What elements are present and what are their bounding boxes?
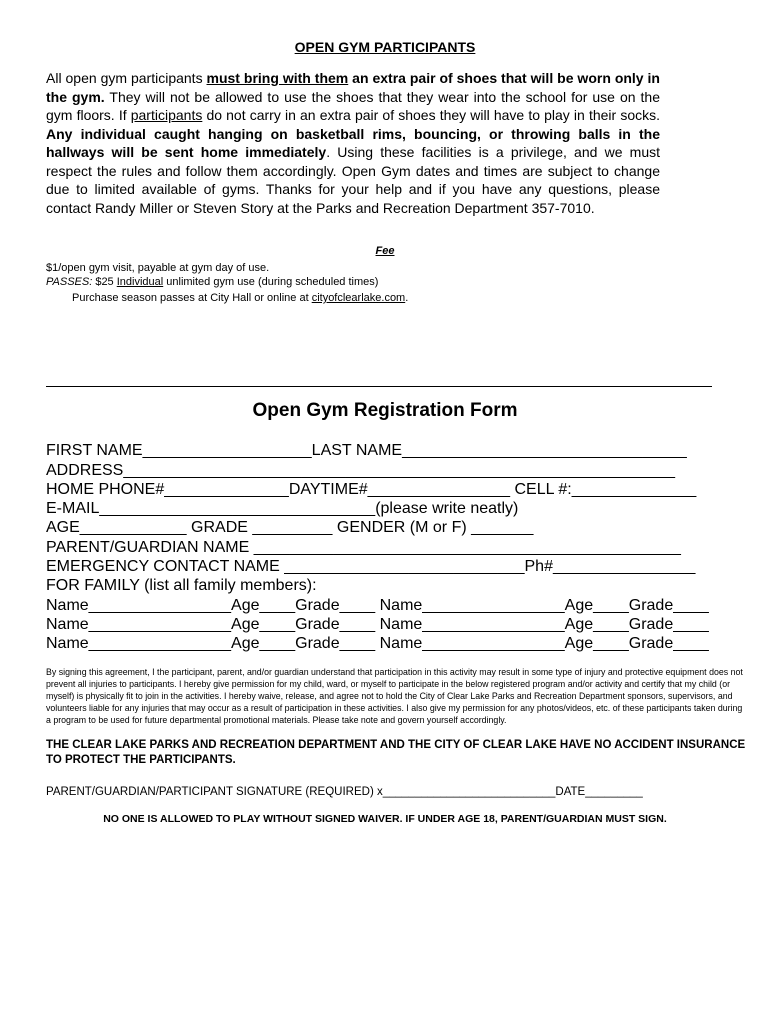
fee-line-1: $1/open gym visit, payable at gym day of use. <box>46 262 270 274</box>
insurance-notice: THE CLEAR LAKE PARKS AND RECREATION DEPARTMENT AND THE CITY OF CLEAR LAKE HAVE NO ACCIDENT INSURANCE TO PROTECT THE PARTICIPANTS. <box>46 739 746 766</box>
fee-heading: Fee <box>375 245 395 257</box>
passes-label: PASSES: <box>46 276 93 288</box>
separator-line <box>46 376 712 387</box>
passes-pre: $25 <box>92 276 117 288</box>
purchase-text: Purchase season passes at City Hall or online at <box>72 292 312 304</box>
emergency-contact-line[interactable]: EMERGENCY CONTACT NAME ___________________________Ph#________________ <box>46 558 696 575</box>
page-title-text: OPEN GYM PARTICIPANTS <box>294 39 476 55</box>
parent-guardian-line[interactable]: PARENT/GUARDIAN NAME ________________________________________________ <box>46 539 681 556</box>
intro-emphasis-1: must bring with them <box>206 70 349 86</box>
website-link[interactable]: cityofclearlake.com <box>311 292 406 304</box>
email-line[interactable]: E-MAIL_______________________________(please write neatly) <box>46 500 519 517</box>
intro-text-1: All open gym participants <box>46 70 207 86</box>
intro-bold-1: an extra pair of shoes that will be worn only in the gym. <box>46 70 660 105</box>
passes-individual: Individual <box>116 276 164 288</box>
waiver-required-notice: NO ONE IS ALLOWED TO PLAY WITHOUT SIGNED WAIVER. IF UNDER AGE 18, PARENT/GUARDIAN MUST SIGN. <box>103 813 667 825</box>
waiver-text: By signing this agreement, I the participant, parent, and/or guardian understand that participation in this activity may result in some type of injury and protective equipment does not prevent all injuries to participants. I hereby give permission for my child, ward, or myself to participate in the below registered program and/or activity and certify that my child (or myself) is physically fit to join in the activities. I hereby waive, release, and agree not to hold the City of Clear Lake Parks and Recreation Department sponsors, supervisors, and volunteers liable for any injuries that may occur as a result of participation in these activities. I also give my permission for any photos/videos, etc. of these participants taken during a program to be used for future departmental promotional materials. Please take note and govern yourself accordingly. <box>46 667 743 725</box>
intro-text-3: do not carry in an extra pair of shoes they will have to play in their socks. <box>202 107 660 123</box>
age-grade-gender-line[interactable]: AGE____________ GRADE _________ GENDER (M or F) _______ <box>46 519 534 536</box>
form-title: Open Gym Registration Form <box>252 400 518 421</box>
family-member-row[interactable]: Name________________Age____Grade____ Name________________Age____Grade____ <box>46 635 709 652</box>
fee-passes-line <box>46 275 378 289</box>
passes-post: unlimited gym use (during scheduled times) <box>163 276 379 288</box>
purchase-end: . <box>405 292 409 304</box>
family-heading: FOR FAMILY (list all family members): <box>46 577 317 594</box>
fee-purchase-line <box>72 291 408 305</box>
address-line[interactable]: ADDRESS______________________________________________________________ <box>46 462 676 479</box>
family-member-row[interactable]: Name________________Age____Grade____ Name________________Age____Grade____ <box>46 616 709 633</box>
first-last-name-line[interactable]: FIRST NAME___________________LAST NAME________________________________ <box>46 442 687 459</box>
phone-line[interactable]: HOME PHONE#______________DAYTIME#________________ CELL #:______________ <box>46 481 697 498</box>
page-title <box>0 39 770 55</box>
family-member-row[interactable]: Name________________Age____Grade____ Name________________Age____Grade____ <box>46 597 709 614</box>
intro-paragraph <box>46 69 660 217</box>
intro-text-4: . Using these facilities is a privilege, and we must respect the rules and follow them accordingly. Open Gym dates and times are subject to change due to limited available of gyms. Thanks for your help and if you have any questions, please contact Randy Miller or Steven Story at the Parks and Recreation Department 357-7010. <box>46 144 660 216</box>
intro-text-2: They will not be allowed to use the shoes that they wear into the school for use on the gym floors. If <box>46 88 660 123</box>
intro-underline-1: participants <box>130 107 203 123</box>
signature-line[interactable]: PARENT/GUARDIAN/PARTICIPANT SIGNATURE (REQUIRED) x___________________________DATE_________ <box>46 786 643 798</box>
intro-bold-2: Any individual caught hanging on basketball rims, bouncing, or throwing balls in the hallways will be sent home immediately <box>46 125 660 160</box>
